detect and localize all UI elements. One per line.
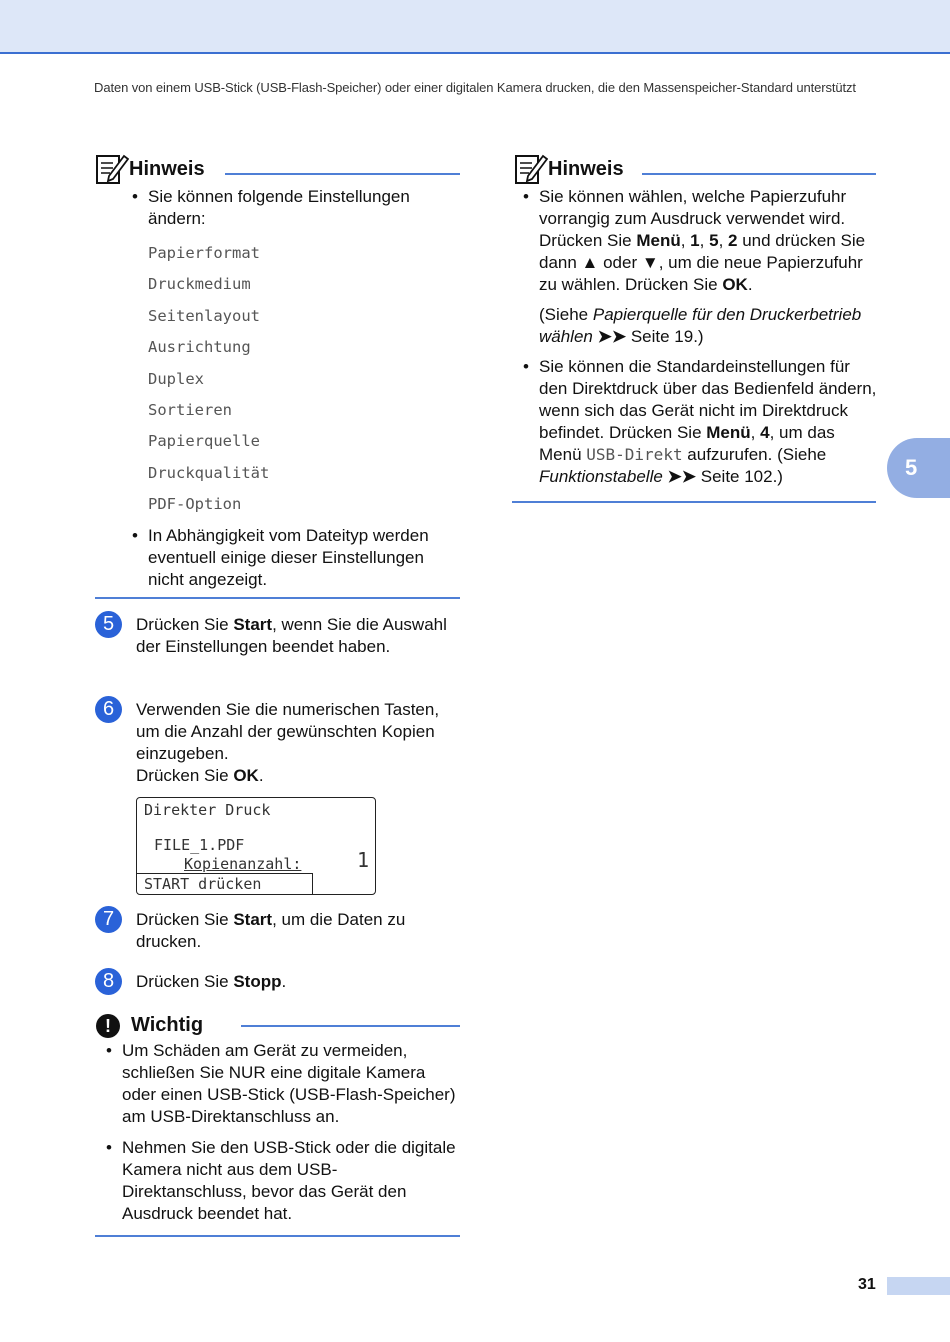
double-arrow-icon: ➤➤ bbox=[662, 467, 701, 486]
left-note-list bbox=[130, 186, 460, 591]
text-run: , bbox=[750, 423, 761, 442]
text-run: Seite 19.) bbox=[630, 327, 704, 346]
right-note-rule bbox=[642, 173, 876, 175]
text-run: , wenn Sie die Auswahl der Einstellungen beendet haben. bbox=[136, 615, 447, 656]
option-item: Duplex bbox=[148, 369, 204, 388]
top-banner bbox=[0, 0, 950, 54]
important-rule bbox=[241, 1025, 460, 1027]
list-item bbox=[104, 1040, 460, 1128]
note-pencil-icon bbox=[514, 152, 548, 186]
exclamation-icon: ! bbox=[96, 1014, 120, 1038]
key: 2 bbox=[728, 231, 738, 250]
menu-code: USB-Direkt bbox=[586, 445, 683, 464]
text-run: , bbox=[680, 231, 691, 250]
right-note-bottom-rule bbox=[512, 501, 876, 503]
step-number: 8 bbox=[95, 968, 122, 995]
reference-link[interactable]: Funktionstabelle bbox=[539, 467, 663, 486]
option-item: Druckmedium bbox=[148, 275, 251, 294]
left-note-heading bbox=[95, 152, 460, 186]
text-run: , um das Menü bbox=[539, 423, 835, 464]
option-item: Seitenlayout bbox=[148, 306, 260, 325]
option-item: PDF-Option bbox=[148, 495, 242, 514]
lcd-line-4: START drücken bbox=[144, 875, 262, 893]
ok-key: OK bbox=[233, 766, 259, 785]
text-run: Verwenden Sie die numerischen Tasten, um die Anzahl der gewünschten Kopien einzugeben. bbox=[136, 700, 440, 763]
option-item: Papierformat bbox=[148, 244, 260, 262]
text-run: Sie können wählen, welche Papierzufuhr vorrangig zum Ausdruck verwendet wird. Drücken Sie bbox=[539, 187, 847, 250]
start-key: Start bbox=[233, 615, 273, 634]
right-note-title: Hinweis bbox=[548, 158, 624, 180]
cross-reference bbox=[539, 304, 881, 348]
right-note-heading bbox=[514, 152, 876, 186]
text-run: . bbox=[747, 275, 753, 294]
text-run: Drücken Sie bbox=[136, 972, 234, 991]
lcd-line-1: Direkter Druck bbox=[144, 801, 271, 819]
lcd-copy-value: 1 bbox=[357, 848, 370, 872]
list-item bbox=[521, 186, 881, 348]
page-number: 31 bbox=[858, 1276, 876, 1293]
key: 5 bbox=[709, 231, 719, 250]
step-text bbox=[136, 909, 466, 953]
reference-link[interactable]: Papierquelle für den Druckerbetrieb wählen bbox=[539, 305, 862, 346]
left-note-rule bbox=[225, 173, 460, 175]
important-bullet1: Um Schäden am Gerät zu vermeiden, schließen Sie NUR eine digitale Kamera oder einen USB-Stick (USB-Flash-Speicher) am USB-Direktanschluss an. bbox=[122, 1041, 456, 1126]
step-text bbox=[136, 699, 466, 787]
text-run: Drücken Sie bbox=[136, 766, 234, 785]
text-run: und drücken Sie dann bbox=[539, 231, 866, 272]
important-bullet2: Nehmen Sie den USB-Stick oder die digitale Kamera nicht aus dem USB-Direktanschluss, bevor das Gerät den Ausdruck beendet hat. bbox=[122, 1138, 456, 1223]
step-number: 6 bbox=[95, 696, 122, 723]
page-footer-bar bbox=[887, 1277, 950, 1295]
important-bottom-rule bbox=[95, 1235, 460, 1237]
settings-options bbox=[148, 238, 460, 521]
text-run: , bbox=[699, 231, 710, 250]
lcd-display bbox=[136, 797, 376, 895]
chapter-tab-label: 5 bbox=[905, 455, 918, 480]
important-title: Wichtig bbox=[131, 1014, 204, 1036]
key: 1 bbox=[690, 231, 700, 250]
stop-key: Stopp bbox=[233, 972, 282, 991]
text-run: Drücken Sie bbox=[136, 615, 234, 634]
step-text bbox=[136, 614, 466, 658]
text-run: , um die Daten zu drucken. bbox=[136, 910, 406, 951]
chapter-tab[interactable] bbox=[887, 438, 950, 498]
running-header: Daten von einem USB-Stick (USB-Flash-Speicher) oder einer digitalen Kamera drucken, die den Massenspeicher-Standard unterstützt bbox=[94, 80, 856, 95]
text-run: aufzurufen. (Siehe bbox=[682, 445, 827, 464]
step-number: 5 bbox=[95, 611, 122, 638]
left-note-bottom-rule bbox=[95, 597, 460, 599]
text-run: , um die neue Papierzufuhr zu wählen. Drücken Sie bbox=[539, 253, 863, 294]
down-arrow-icon: ▼ bbox=[641, 253, 659, 272]
list-item bbox=[130, 525, 460, 591]
text-run: Seite 102.) bbox=[700, 467, 783, 486]
option-item: Ausrichtung bbox=[148, 338, 251, 357]
up-arrow-icon: ▲ bbox=[581, 253, 599, 272]
text-run: (Siehe bbox=[539, 305, 593, 324]
left-note-title: Hinweis bbox=[129, 158, 205, 180]
option-item: Papierquelle bbox=[148, 432, 260, 451]
step-text bbox=[136, 971, 466, 993]
key: 4 bbox=[760, 423, 770, 442]
text-run: Drücken Sie bbox=[136, 910, 234, 929]
text-run: . bbox=[258, 766, 264, 785]
start-key: Start bbox=[233, 910, 273, 929]
list-item bbox=[104, 1137, 460, 1225]
option-item: Druckqualität bbox=[148, 463, 270, 482]
double-arrow-icon: ➤➤ bbox=[592, 327, 631, 346]
right-note-list bbox=[521, 186, 881, 488]
left-note-bullet1: Sie können folgende Einstellungen ändern: bbox=[148, 187, 410, 228]
list-item bbox=[130, 186, 460, 521]
lcd-line-2: FILE_1.PDF bbox=[154, 836, 245, 854]
step-number: 7 bbox=[95, 906, 122, 933]
text-run: Sie können die Standardeinstellungen für den Direktdruck über das Bedienfeld ändern, wenn sich das Gerät nicht im Direktdruck befindet. Drücken Sie bbox=[539, 357, 877, 442]
ok-key: OK bbox=[722, 275, 748, 294]
option-item: Sortieren bbox=[148, 400, 232, 419]
text-run: oder bbox=[598, 253, 642, 272]
important-list bbox=[104, 1040, 460, 1225]
menu-key: Menü bbox=[706, 423, 751, 442]
left-note-bullet2: In Abhängigkeit vom Dateityp werden eventuell einige dieser Einstellungen nicht angezeigt. bbox=[148, 525, 429, 589]
note-pencil-icon bbox=[95, 152, 129, 186]
menu-key: Menü bbox=[636, 231, 681, 250]
list-item bbox=[521, 356, 881, 488]
text-run: , bbox=[718, 231, 729, 250]
lcd-line-3: Kopienanzahl: bbox=[184, 855, 302, 873]
text-run: . bbox=[281, 972, 287, 991]
